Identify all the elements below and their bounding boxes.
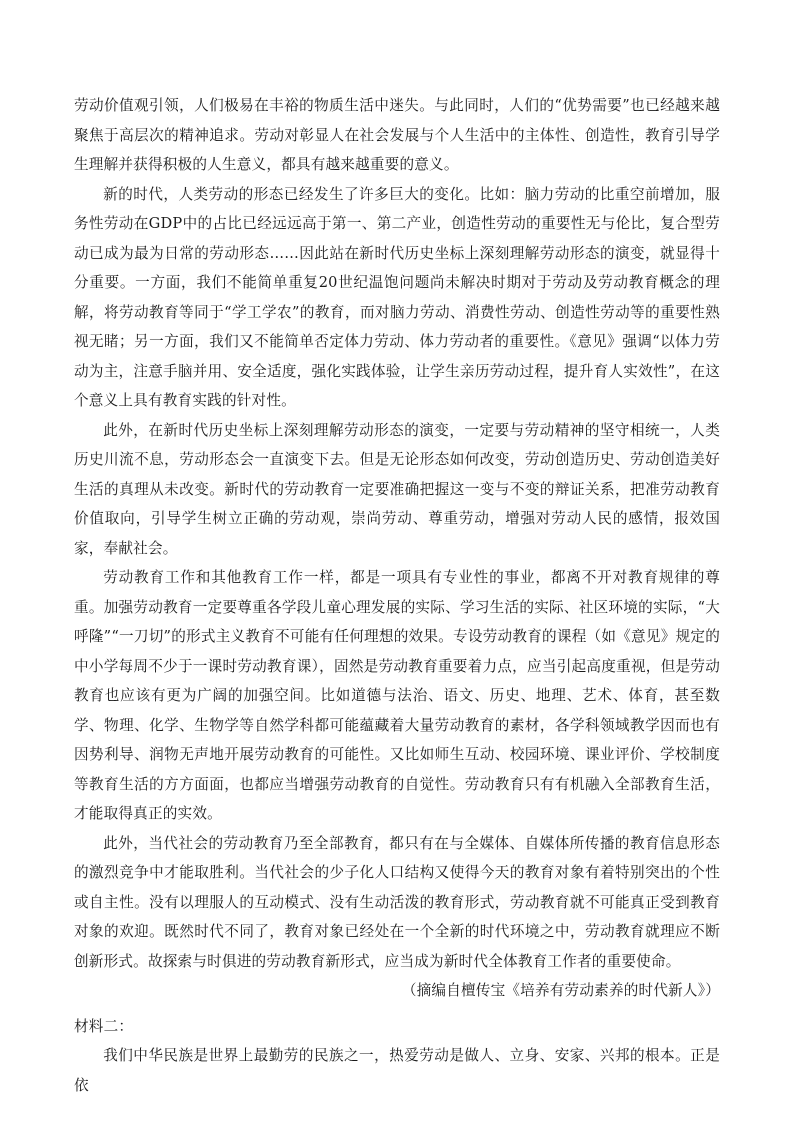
source-citation: （摘编自檀传宝《培养有劳动素养的时代新人》） — [401, 982, 720, 999]
paragraph-new-forms: 此外，当代社会的劳动教育乃至全部教育，都只有在与全媒体、自媒体所传播的教育信息形态的激烈竞争中才能取胜利。当代社会的少子化人口结构又使得今天的教育对象有着特别突出的个性或自主性。没有以理服人的互动模式、没有生动活泼的教育形式，劳动教育就不可能真正受到教育对象的欢迎。既然时代不同了，教育对象已经处在一个全新的时代环境之中，劳动教育就理应不断创新形式。故探索与时俱进的劳动教育新形式，应当成为新时代全体教育工作者的重要使命。 — [74, 834, 720, 970]
article-body — [74, 91, 720, 1100]
paragraph-continued: 劳动价值观引领，人们极易在丰裕的物质生活中迷失。与此同时，人们的“优势需要”也已经越来越聚焦于高层次的精神追求。劳动对彰显人在社会发展与个人生活中的主体性、创造性，教育引导学生理解并获得积极的人生意义，都具有越来越重要的意义。 — [74, 97, 720, 173]
material-two-text: 我们中华民族是世界上最勤劳的民族之一，热爱劳动是做人、立身、安家、兴邦的根本。正是依 — [74, 1047, 720, 1094]
paragraph-labor-spirit: 此外，在新时代历史坐标上深刻理解劳动形态的演变，一定要与劳动精神的坚守相统一，人类历史川流不息，劳动形态会一直演变下去。但是无论形态如何改变，劳动创造历史、劳动创造美好生活的真理从未改变。新时代的劳动教育一定要准确把握这一变与不变的辩证关系，把准劳动教育价值取向，引导学生树立正确的劳动观，崇尚劳动、尊重劳动，增强对劳动人民的感情，报效国家，奉献社会。 — [74, 421, 720, 557]
material-two-heading: 材料二： — [74, 1017, 134, 1035]
paragraph-education-rules: 劳动教育工作和其他教育工作一样，都是一项具有专业性的事业，都离不开对教育规律的尊重。加强劳动教育一定要尊重各学段儿童心理发展的实际、学习生活的实际、社区环境的实际，“大呼隆”“一刀切”的形式主义教育不可能有任何理想的效果。专设劳动教育的课程（如《意见》规定的中小学每周不少于一课时劳动教育课），固然是劳动教育重要着力点，应当引起高度重视，但是劳动教育也应该有更为广阔的加强空间。比如道德与法治、语文、历史、地理、艺术、体育，甚至数学、物理、化学、生物学等自然学科都可能蕴藏着大量劳动教育的素材，各学科领域教学因而也有因势利导、润物无声地开展劳动教育的可能性。又比如师生互动、校园环境、课业评价、学校制度等教育生活的方方面面，也都应当增强劳动教育的自觉性。劳动教育只有有机融入全部教育生活，才能取得真正的实效。 — [74, 569, 720, 822]
paragraph-labor-forms: 新的时代，人类劳动的形态已经发生了许多巨大的变化。比如：脑力劳动的比重空前增加，服务性劳动在GDP中的占比已经远远高于第一、第二产业，创造性劳动的重要性无与伦比，复合型劳动已成为最为日常的劳动形态……因此站在新时代历史坐标上深刻理解劳动形态的演变，就显得十分重要。一方面，我们不能简单重复20世纪温饱问题尚未解决时期对于劳动及劳动教育概念的理解，将劳动教育等同于“学工学农”的教育，而对脑力劳动、消费性劳动、创造性劳动等的重要性熟视无睹；另一方面，我们又不能简单否定体力劳动、体力劳动者的重要性。《意见》强调“以体力劳动为主，注意手脑并用、安全适度，强化实践体验，让学生亲历劳动过程，提升育人实效性”，在这个意义上具有教育实践的针对性。 — [74, 185, 720, 409]
